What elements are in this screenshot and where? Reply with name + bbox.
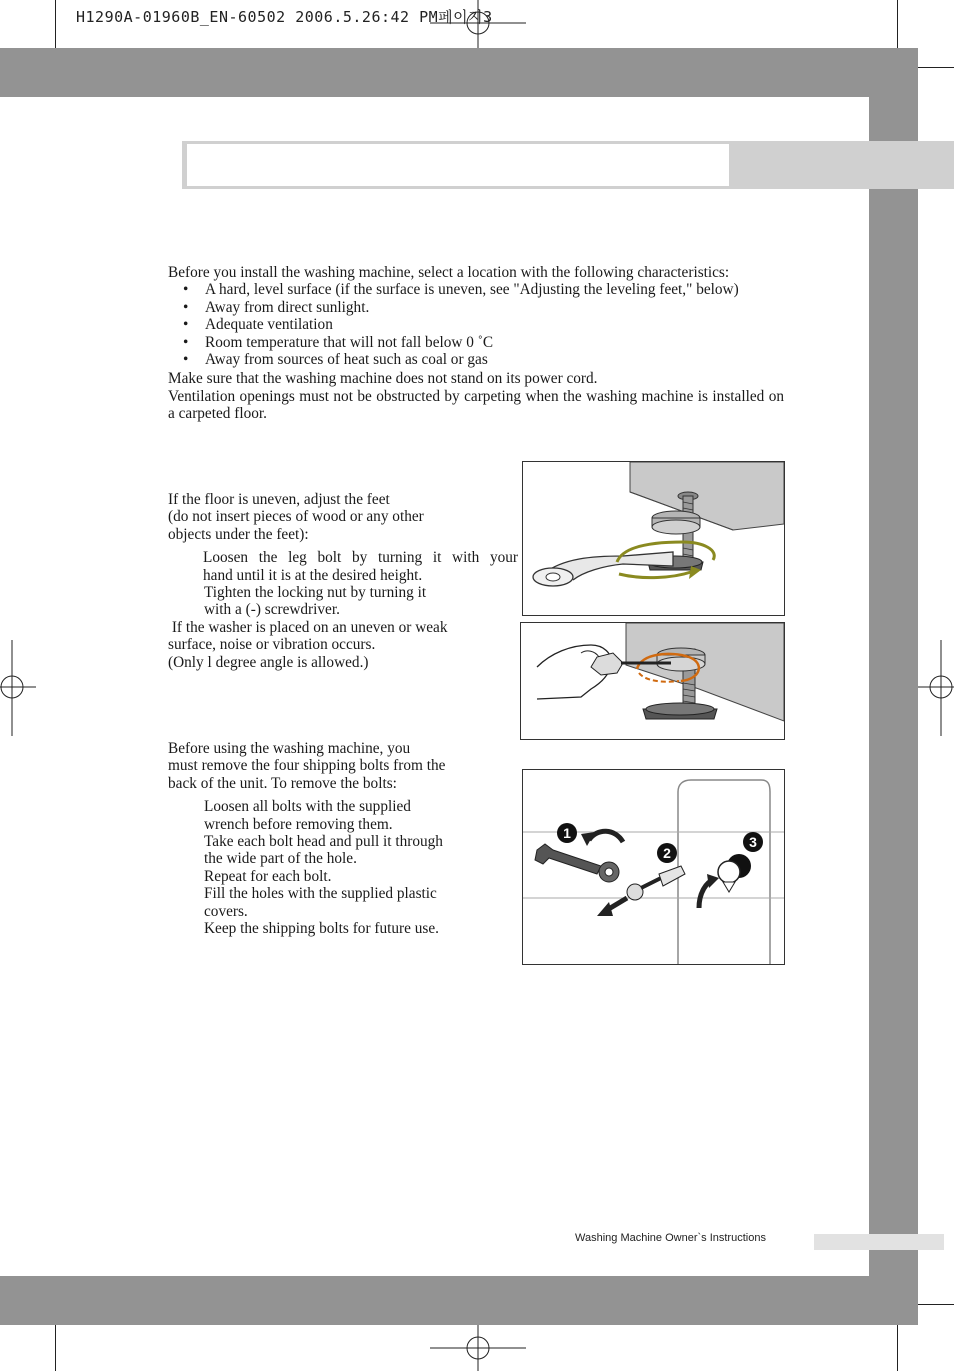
location-list [168,281,784,368]
shipping-bolts-section [168,740,488,937]
bottom-band [0,1276,918,1325]
bolts-intro-line: must remove the four shipping bolts from the [168,757,446,775]
footer-text: Washing Machine Owner`s Instructions [575,1232,766,1244]
leveling-section [168,491,518,671]
registration-mark-right [918,640,954,736]
step-number-3 [743,832,763,852]
list-item: • Adequate ventilation [168,316,784,333]
leveling-step-1: Loosen the leg bolt by turning it with your hand until it is at the desired height. [203,549,518,584]
shipping-bolts-illustration [523,770,784,964]
leveling-intro-line: objects under the feet): [168,525,309,543]
crop-mark [55,0,56,48]
wrench-icon [535,844,619,882]
leveling-step-2: Tighten the locking nut by turning it with a (-) screwdriver. [204,584,427,619]
section-title-inner [187,144,729,186]
registration-mark-top [430,0,526,48]
svg-text:1: 1 [563,825,571,841]
crop-mark [55,1325,56,1371]
location-intro: Before you install the washing machine, select a location with the following characteristics: [168,264,730,281]
bolts-intro-line: back of the unit. To remove the bolts: [168,774,397,792]
figure-shipping-bolts [522,769,785,965]
bolts-steps: Loosen all bolts with the supplied wrench before removing them. Take each bolt head and pull it through the wide part of the hole. Repeat for each bolt. Fill the holes with the supplied plastic covers. Keep the shipping bolts for future use. [204,798,443,938]
figure-wrench-adjust [522,461,785,616]
leveling-intro-line: If the floor is uneven, adjust the feet [168,491,390,508]
leveling-warning: If the washer is placed on an uneven or weak surface, noise or vibration occurs. (Only l degree angle is allowed.) [168,618,448,671]
print-header: H1290A-01960B_EN-60502 2006.5.26:42 PM페이지3 [76,8,493,26]
crop-mark [897,0,898,48]
svg-text:2: 2 [663,845,671,861]
location-section [168,264,784,423]
registration-mark-left [0,640,36,736]
wrench-adjust-illustration [523,462,784,615]
list-item: • Away from direct sunlight. [168,299,784,316]
list-item: • Away from sources of heat such as coal or gas [168,351,784,368]
svg-text:3: 3 [749,834,757,850]
ventilation-note: Ventilation openings must not be obstructed by carpeting when the washing machine is installed on a carpeted floor. [168,387,784,423]
screwdriver-icon [627,866,685,900]
page-number-box [814,1234,944,1250]
step-number-1 [557,823,577,843]
figure-screwdriver-lock [520,622,785,740]
power-cord-note: Make sure that the washing machine does not stand on its power cord. [168,370,598,388]
step-number-2 [657,843,677,863]
registration-mark-bottom [430,1325,526,1371]
crop-mark [897,1325,898,1371]
list-item: • A hard, level surface (if the surface is uneven, see "Adjusting the leveling feet," below) [168,281,784,298]
list-item: • Room temperature that will not fall below 0 ˚C [168,334,784,351]
right-band [869,48,918,1325]
leveling-intro-line: (do not insert pieces of wood or any other [168,508,424,526]
top-band [0,48,918,97]
plastic-cover-icon [718,854,751,892]
screwdriver-lock-illustration [521,623,784,739]
crop-mark [918,1304,954,1305]
crop-mark [918,67,954,68]
bolts-intro-line: Before using the washing machine, you [168,740,411,757]
